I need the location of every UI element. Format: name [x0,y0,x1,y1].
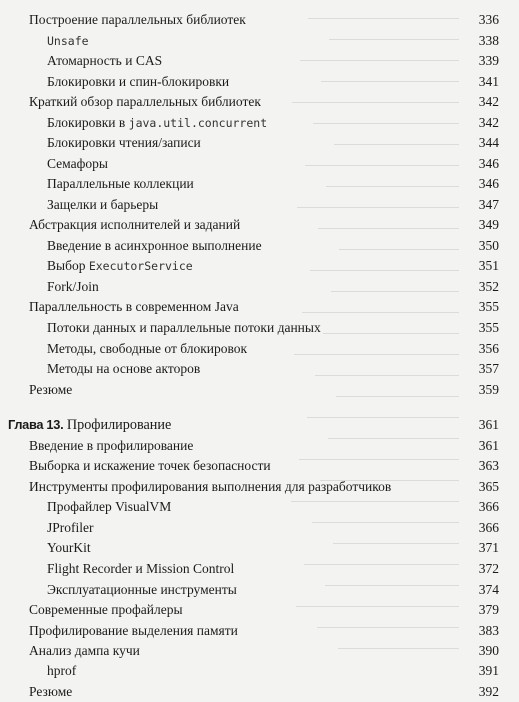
entry-title [29,456,271,476]
toc-entry [0,538,519,558]
entry-text: Введение в асинхронное выполнение [47,238,262,253]
entry-text: Инструменты профилирования выполнения для разработчиков [29,479,392,494]
entry-text: Потоки данных и параллельные потоки данных [47,320,321,335]
entry-title [47,51,162,71]
entry-text: Атомарность и CAS [47,53,163,68]
entry-text: Резюме [29,382,73,397]
entry-title [47,236,262,256]
entry-title [29,297,239,317]
entry-text: Fork/Join [47,279,99,294]
entry-text: Flight Recorder и Mission Control [47,561,235,576]
entry-text: Современные профайлеры [29,602,183,617]
entry-text: Параллельность в современном Java [29,299,239,314]
entry-text: Семафоры [47,156,108,171]
toc-entry [0,641,519,661]
toc-entry [0,318,519,338]
toc-entry [0,559,519,579]
page-number: 342 [478,94,499,109]
toc-entry [0,661,519,681]
page-number: 352 [478,279,499,294]
page-number: 357 [478,361,499,376]
page-number: 339 [478,53,499,68]
page-number: 355 [478,320,499,335]
toc-entry [0,10,519,30]
toc-entry [0,133,519,153]
page-number: 372 [478,561,499,576]
toc-entry [0,256,519,276]
entry-code: ExecutorService [88,259,193,273]
page-number: 363 [478,458,499,473]
toc-entry [0,477,519,497]
entry-text: Абстракция исполнителей и заданий [29,217,241,232]
toc-entry [0,195,519,215]
entry-title [47,497,171,517]
entry-text: Профилирование выделения памяти [29,623,238,638]
toc-entry [0,51,519,71]
page-number: 359 [478,382,499,397]
toc-entry [0,297,519,317]
page-number: 344 [478,135,499,150]
entry-text: Методы, свободные от блокировок [47,341,248,356]
page-number: 346 [478,176,499,191]
toc-entry [0,236,519,256]
entry-title [47,113,267,133]
toc-entry [0,497,519,517]
page-number: 355 [478,299,499,314]
entry-text: Блокировки чтения/записи [47,135,201,150]
page-number: 366 [478,520,499,535]
entry-text: Блокировки в [47,115,129,130]
entry-text: Профайлер VisualVM [47,499,172,514]
entry-text: Выбор [47,258,89,273]
toc-entry [0,380,519,400]
entry-code: java.util.concurrent [128,116,268,130]
entry-text: Методы на основе акторов [47,361,201,376]
entry-title [47,154,108,174]
entry-title [47,133,201,153]
page-number: 391 [478,663,499,678]
page-number: 346 [478,156,499,171]
page-number: 341 [478,74,499,89]
toc-entry [0,580,519,600]
entry-title [47,580,237,600]
entry-title [47,661,76,681]
entry-title [47,318,321,338]
entry-text: Параллельные коллекции [47,176,194,191]
entry-text: Краткий обзор параллельных библиотек [29,94,261,109]
page-number: 374 [478,582,499,597]
entry-title [47,359,200,379]
entry-title [29,436,193,456]
page-number: 390 [478,643,499,658]
entry-text: hprof [47,663,77,678]
toc-entry [0,518,519,538]
entry-title [47,72,229,92]
page-number: 366 [478,499,499,514]
entry-text: JProfiler [47,520,94,535]
entry-text: Эксплуатационные инструменты [47,582,237,597]
entry-title [29,477,391,497]
entry-title [47,174,194,194]
chapter-row [0,415,519,435]
toc-entry [0,215,519,235]
entry-title [47,31,89,51]
toc-entry [0,31,519,51]
entry-text: Введение в профилирование [29,438,194,453]
page-number: 392 [478,684,499,699]
toc-entry [0,359,519,379]
page-number: 356 [478,341,499,356]
page-number: 347 [478,197,499,212]
page-number: 342 [478,115,499,130]
chapter-label: Глава 13. [8,417,64,432]
page-number: 351 [478,258,499,273]
page-number: 338 [478,33,499,48]
page-number: 349 [478,217,499,232]
toc-entry [0,600,519,620]
page-number: 383 [478,623,499,638]
entry-text: YourKit [47,540,91,555]
page-number: 361 [478,417,499,432]
chapter-title: Профилирование [63,417,172,433]
toc-entry [0,92,519,112]
entry-title [29,380,72,400]
entry-title [47,518,94,538]
entry-title [47,256,193,276]
entry-title [47,195,158,215]
toc-entry [0,72,519,92]
entry-text: Анализ дампа кучи [29,643,140,658]
entry-title [29,641,140,661]
entry-text: Построение параллельных библиотек [29,12,246,27]
toc-entry [0,277,519,297]
entry-text: Выборка и искажение точек безопасности [29,458,271,473]
entry-title [29,682,72,702]
page-number: 361 [478,438,499,453]
entry-text: Защелки и барьеры [47,197,159,212]
entry-title [29,600,183,620]
page-number: 371 [478,540,499,555]
entry-title [29,92,261,112]
entry-title [29,621,238,641]
entry-title [8,415,171,435]
toc-entry [0,682,519,702]
entry-title [29,10,246,30]
toc-entry [0,621,519,641]
toc-entry [0,456,519,476]
toc-entry [0,339,519,359]
page-number: 379 [478,602,499,617]
entry-text: Блокировки и спин-блокировки [47,74,230,89]
entry-title [47,559,234,579]
entry-title [47,339,247,359]
toc-entry [0,154,519,174]
page-number: 350 [478,238,499,253]
entry-title [47,277,99,297]
entry-code: Unsafe [47,34,89,48]
toc-entry [0,113,519,133]
entry-title [47,538,91,558]
entry-text: Резюме [29,684,73,699]
page-number: 336 [478,12,499,27]
page-number: 365 [478,479,499,494]
toc-entry [0,436,519,456]
toc-entry [0,174,519,194]
entry-title [29,215,240,235]
